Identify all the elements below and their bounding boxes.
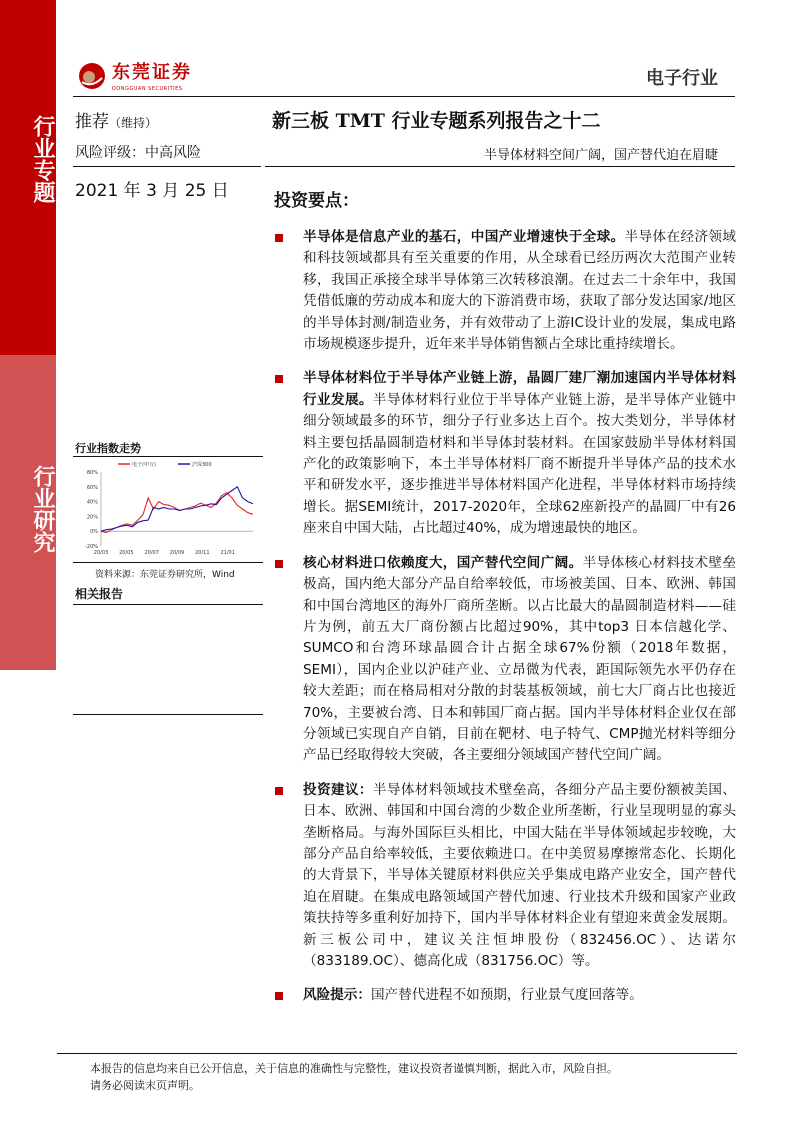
x-tick-label: 20/03 [93, 550, 109, 556]
x-tick-label: 21/01 [220, 550, 235, 556]
index-trend-chart [73, 458, 263, 563]
point-head: 核心材料进口依赖度大，国产替代空间广阔。 [303, 554, 583, 571]
series-line-0 [101, 493, 253, 533]
point-1 [272, 227, 736, 355]
section-title: 投资要点： [274, 191, 359, 211]
rating [75, 107, 157, 132]
y-tick-label: 20% [86, 514, 98, 521]
chart-title: 行业指数走势 [75, 442, 141, 455]
sidebar-top [0, 0, 56, 355]
sidebar-label-research: 行业研究 [30, 465, 55, 553]
point-body: 半导体在经济领域和科技领域都具有至关重要的作用，从全球看已经历两次大范围产业转移，我国正承接全球半导体第三次转移浪潮。在过去二十余年中，我国凭借低廉的劳动成本和庞大的下游消费市场，获取了部分发达国家/地区的半导体封测/制造业务，并有效带动了上游IC设计业的发展，集成电路市场规模逐步提升，近年来半导体销售额占全球比重持续增长。 [303, 229, 737, 353]
point-body: 半导体核心材料技术壁垒极高，国内绝大部分产品自给率较低，市场被美国、日本、欧洲、韩国和中国台湾地区的海外厂商所垄断。以占比最大的晶圆制造材料——硅片为例，前五大厂商份额占比超过90%，其中top3 日本信越化学、SUMCO和台湾环球晶圆合计占据全球67%份额（2018年数据，SEMI），国内企业以沪硅产业、立昂微为代表，距国际领先水平仍存在较大差距；而在格局相对分散的封装基板领域，前七大厂商占比也接近70%，主要被台湾、日本和韩国厂商占据。国内半导体材料企业仅在部分领域已实现自产自销，目前在靶材、电子特气、CMP抛光材料等细分产品已经取得较大突破，各主要细分领域国产替代空间广阔。 [303, 554, 737, 764]
bullet-icon [275, 787, 283, 795]
key-points [272, 227, 736, 1020]
related-reports-title: 相关报告 [75, 587, 124, 601]
legend-label: 电子(申万) [132, 462, 156, 468]
report-subtitle: 半导体材料空间广阔，国产替代迫在眉睫 [483, 148, 718, 163]
bullet-icon [275, 992, 283, 1000]
point-body: 半导体材料行业位于半导体产业链上游，是半导体产业链中细分领域最多的环节，细分子行业多达上百个。按大类划分，半导体材料主要包括晶圆制造材料和半导体封装材料。在国家鼓励半导体材料国产化的政策影响下，本土半导体材料厂商不断提升半导体产品的技术水平和研发水平，逐步推进半导体材料国产化进程，半导体材料市场持续增长。据SEMI统计，2017-2020年，全球62座新投产的晶圆厂中有26座来自中国大陆，占比超过40%，成为增速最快的地区。 [303, 391, 737, 537]
x-tick-label: 20/05 [119, 550, 134, 556]
point-4 [272, 780, 736, 973]
y-tick-label: -20% [85, 544, 98, 550]
divider [265, 166, 735, 167]
x-tick-label: 20/07 [144, 550, 159, 556]
point-3 [272, 553, 736, 767]
y-tick-label: 40% [86, 499, 98, 506]
report-title: 新三板 TMT 行业专题系列报告之十二 [272, 110, 601, 132]
logo-subtitle: DONGGUAN SECURITIES [112, 86, 183, 92]
x-tick-label: 20/11 [195, 550, 210, 556]
sidebar-label-topic: 行业专题 [30, 115, 55, 203]
point-head: 风险提示： [303, 987, 371, 1004]
report-date: 2021 年 3 月 25 日 [75, 181, 229, 201]
divider [73, 714, 263, 715]
risk-rating: 风险评级：中高风险 [75, 145, 201, 161]
company-logo [78, 62, 192, 92]
point-head: 半导体材料位于半导体产业链上游，晶圆厂建厂潮加速国内半导体材料行业发展。 [303, 370, 736, 408]
disclaimer-note: 请务必阅读末页声明。 [90, 1079, 200, 1092]
bullet-icon [275, 234, 283, 242]
divider [73, 166, 261, 167]
logo-icon [78, 62, 106, 90]
x-tick-label: 20/09 [169, 550, 185, 556]
point-5 [272, 985, 736, 1006]
footer-divider [57, 1053, 737, 1054]
bullet-icon [275, 560, 283, 568]
y-tick-label: 0% [90, 529, 98, 536]
point-body: 国产替代进程不如预期，行业景气度回落等。 [370, 987, 643, 1004]
point-head: 投资建议： [303, 781, 373, 798]
divider [73, 456, 263, 457]
industry-label: 电子行业 [646, 68, 718, 89]
disclaimer: 本报告的信息均来自已公开信息，关于信息的准确性与完整性，建议投资者谨慎判断，据此入市，风险自担。 [90, 1062, 618, 1075]
rating-note: （维持） [109, 116, 158, 130]
logo-name: 东莞证券 [112, 62, 192, 83]
rating-value: 推荐 [75, 112, 109, 132]
point-head: 半导体是信息产业的基石，中国产业增速快于全球。 [303, 229, 625, 245]
legend-label: 沪深300 [192, 462, 212, 468]
bullet-icon [275, 375, 283, 383]
y-tick-label: 60% [86, 484, 98, 491]
divider [73, 562, 263, 563]
divider [73, 604, 263, 605]
divider [73, 96, 735, 97]
point-body: 半导体材料领域技术壁垒高，各细分产品主要份额被美国、日本、欧洲、韩国和中国台湾的少数企业所垄断，行业呈现明显的寡头垄断格局。与海外国际巨头相比，中国大陆在半导体领域起步较晚，大部分产品自给率较低，主要依赖进口。在中美贸易摩擦常态化、长期化的大背景下，半导体关键原材料供应关乎集成电路产业安全，国产替代迫在眉睫。在集成电路领域国产替代加速、行业技术升级和国家产业政策扶持等多重利好加持下，国内半导体材料企业有望迎来黄金发展期。新三板公司中，建议关注恒坤股份（832456.OC）、达诺尔（833189.OC）、德高化成（831756.OC）等。 [303, 781, 737, 969]
sidebar-bottom [0, 355, 56, 670]
chart-source: 资料来源：东莞证券研究所，Wind [95, 570, 235, 580]
point-2 [272, 368, 736, 539]
y-tick-label: 80% [86, 470, 98, 476]
